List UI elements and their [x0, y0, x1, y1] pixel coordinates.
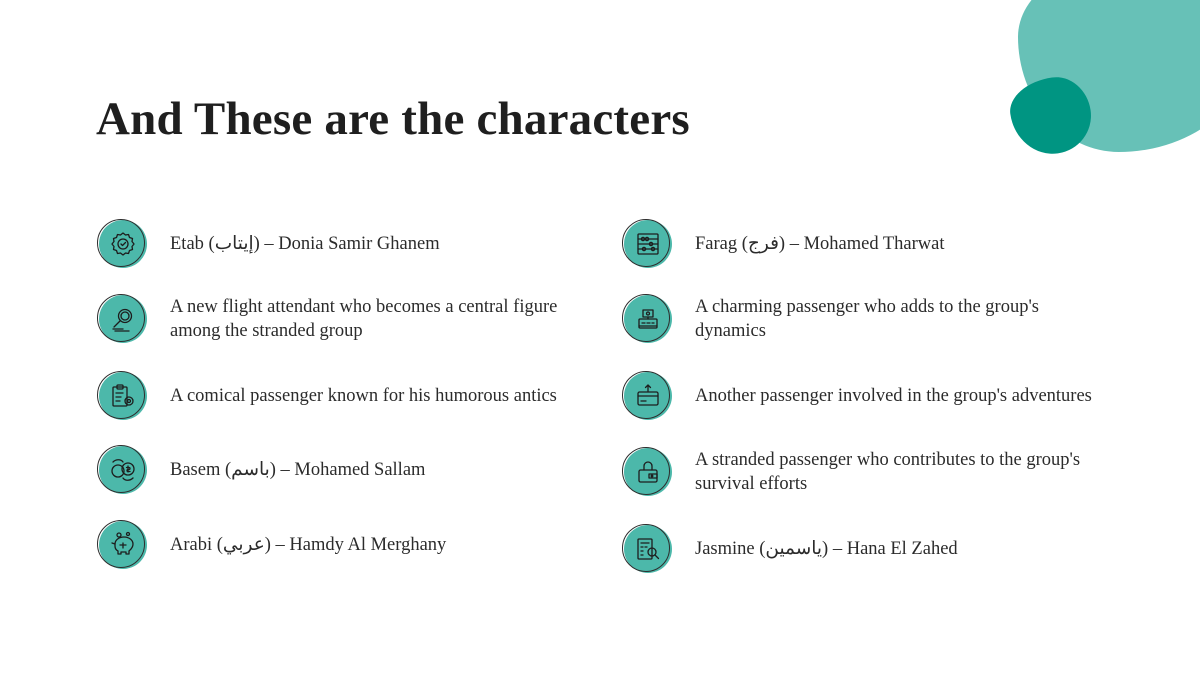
item-text: Farag (فرج) – Mohamed Tharwat: [695, 234, 945, 254]
item-text: Jasmine (ياسمين) – Hana El Zahed: [695, 539, 958, 559]
list-item: [623, 447, 1095, 497]
piggy-bank-tax-icon: [98, 520, 148, 570]
item-text: A stranded passenger who contributes to the group's survival efforts: [695, 450, 1081, 494]
list-item: [98, 520, 580, 570]
magnifier-icon: [98, 294, 148, 344]
slide-title: And These are the characters: [96, 93, 690, 145]
coins-exchange-icon: [98, 445, 148, 495]
item-text: Etab (إيتاب) – Donia Samir Ghanem: [170, 234, 440, 254]
cash-register-icon: [623, 294, 673, 344]
list-item: [98, 294, 580, 344]
item-text: Another passenger involved in the group's adventures: [695, 386, 1092, 406]
payment-card-icon: [623, 371, 673, 421]
list-item: [623, 371, 1095, 421]
list-item: [98, 445, 580, 495]
item-text: A comical passenger known for his humorous antics: [170, 386, 557, 406]
list-item: [623, 524, 1095, 574]
item-text: Arabi (عربي) – Hamdy Al Merghany: [170, 535, 447, 555]
item-text: A charming passenger who adds to the group's dynamics: [695, 297, 1039, 341]
gear-badge-icon: [98, 219, 148, 269]
list-item: [623, 219, 1095, 269]
calculator-search-icon: [623, 524, 673, 574]
item-text: A new flight attendant who becomes a central figure among the stranded group: [170, 297, 558, 341]
list-item: [98, 219, 580, 269]
list-item: [98, 371, 600, 421]
abacus-icon: [623, 219, 673, 269]
clipboard-gear-icon: [98, 371, 148, 421]
locked-wallet-icon: [623, 447, 673, 497]
item-text: Basem (باسم) – Mohamed Sallam: [170, 460, 426, 480]
list-item: [623, 294, 1095, 344]
